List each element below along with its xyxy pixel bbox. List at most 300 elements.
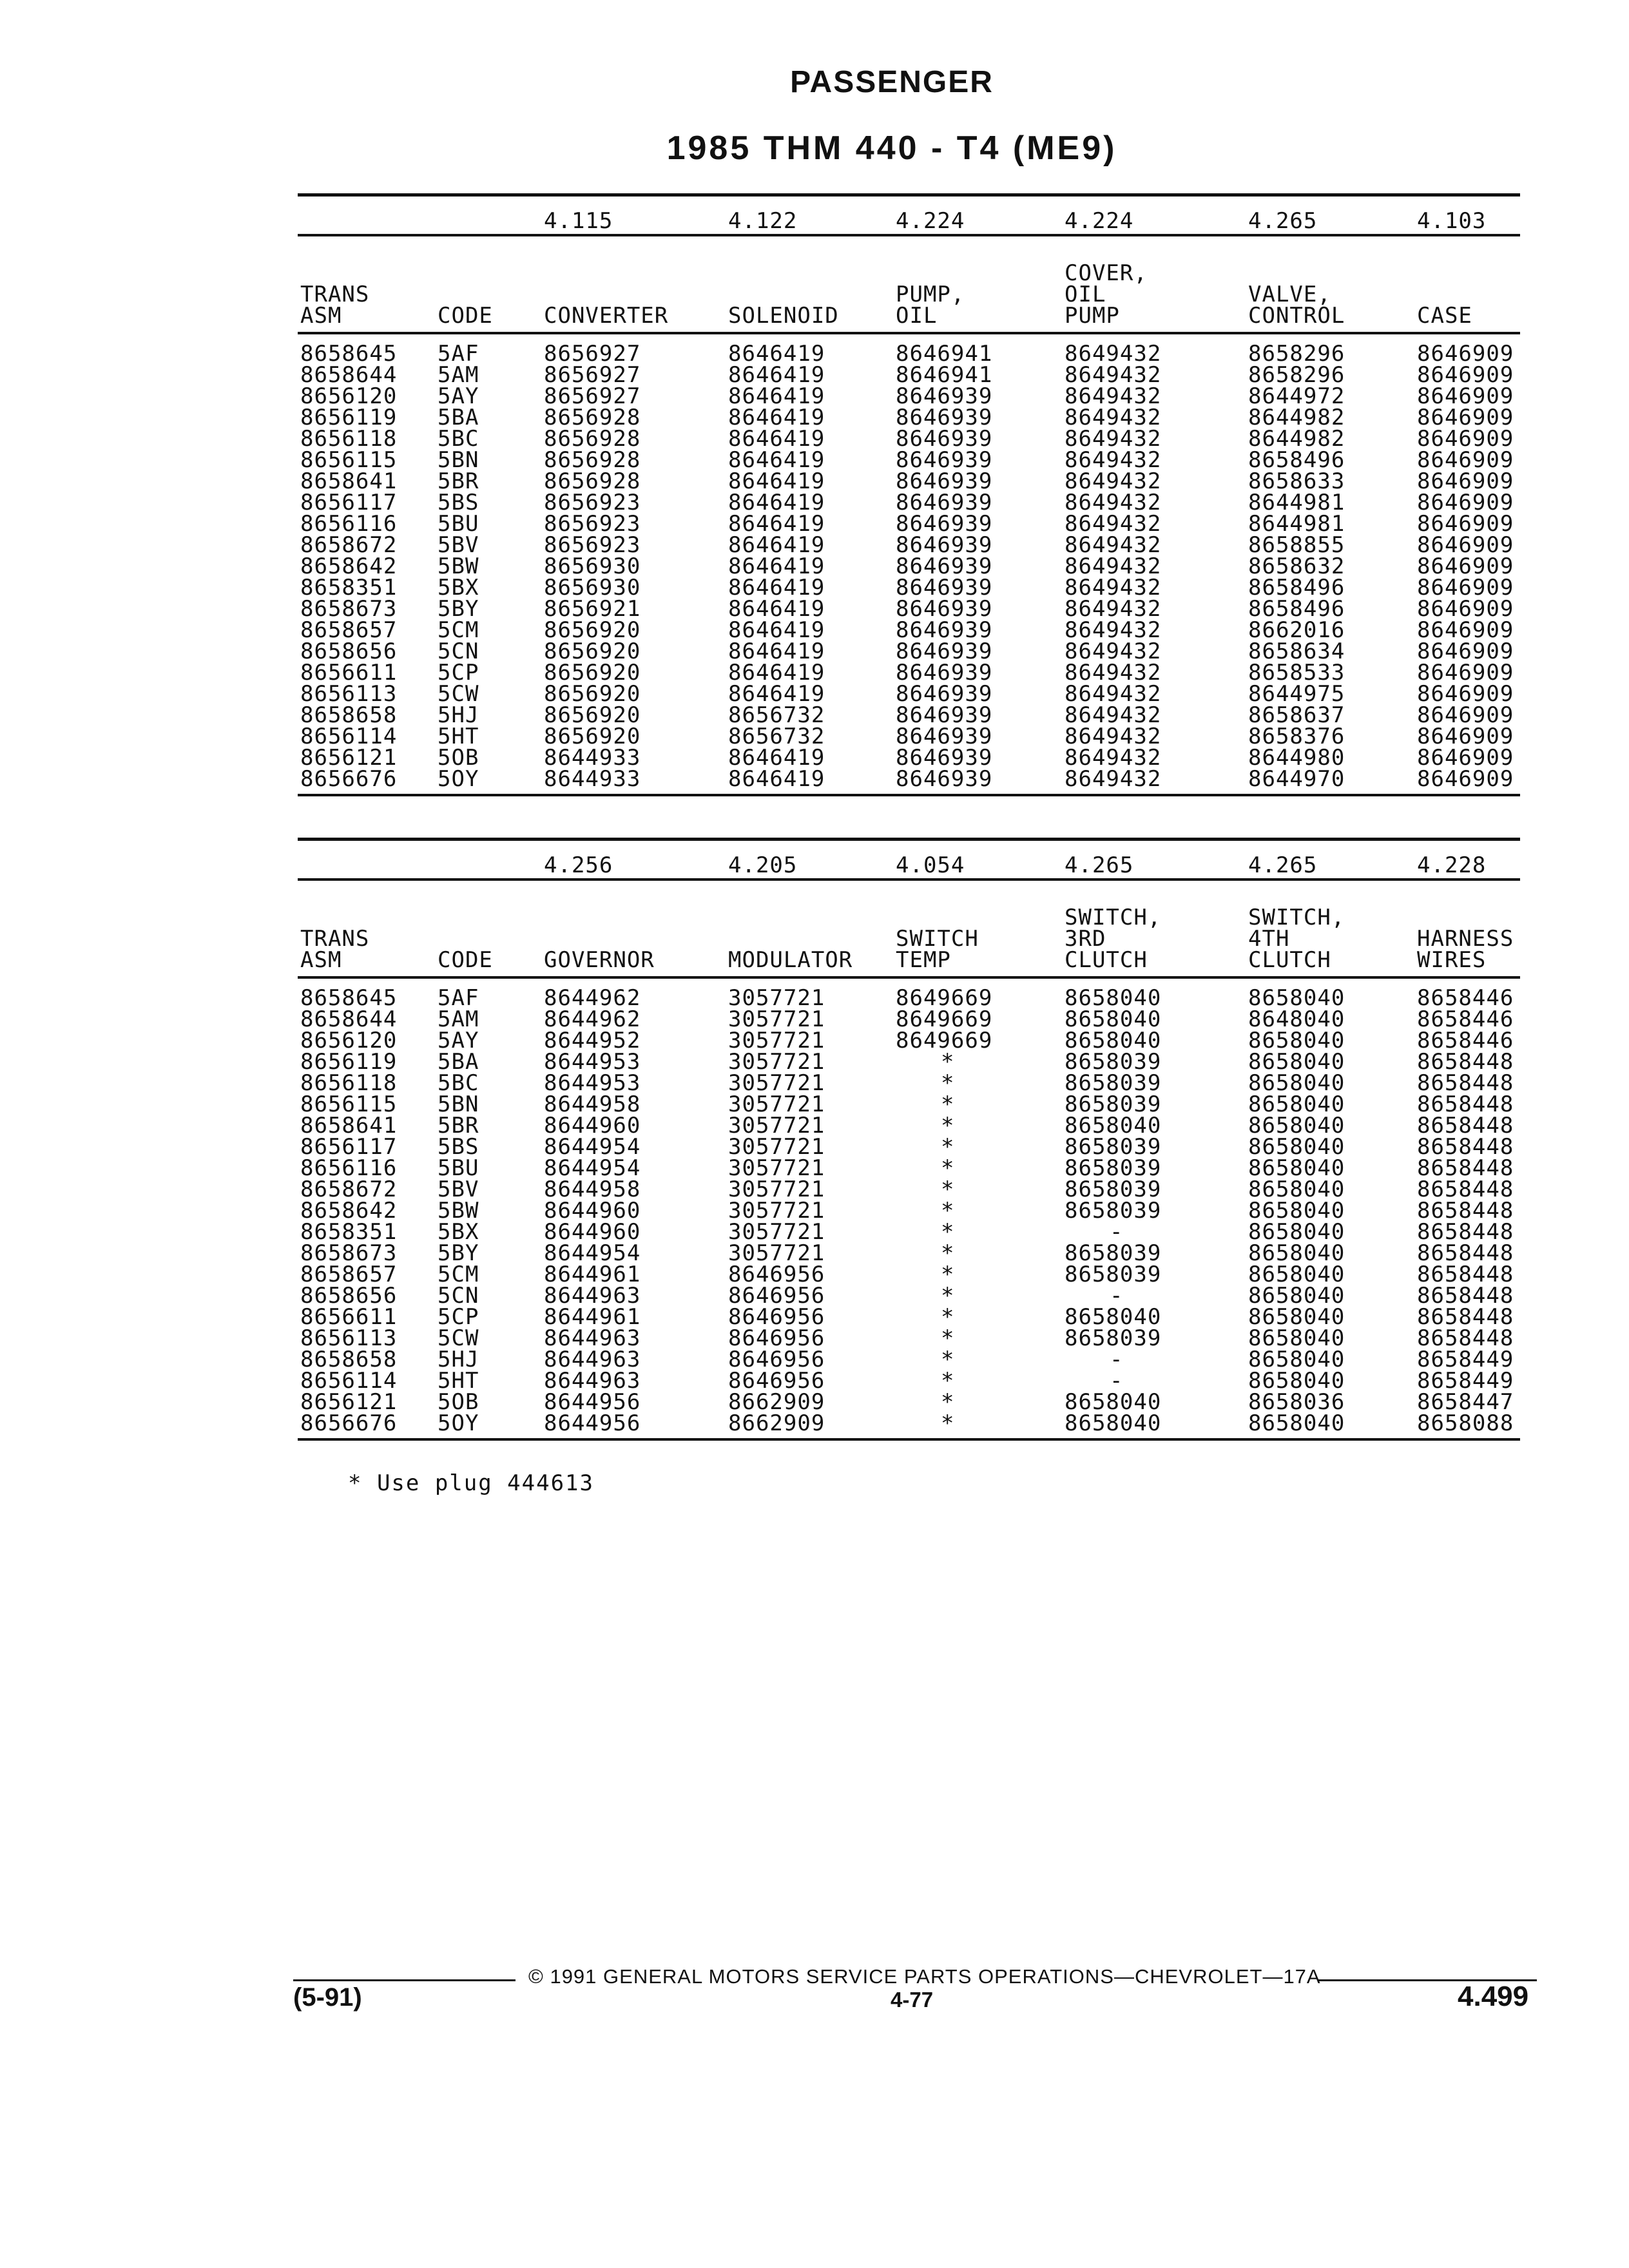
table-cell: 8646939: [896, 724, 993, 749]
table-cell: 8649432: [1065, 617, 1162, 643]
column-header: GOVERNOR: [544, 947, 655, 973]
table-cell: 8646419: [728, 511, 825, 537]
table-cell: 8658448: [1417, 1091, 1514, 1117]
table-cell: 8658040: [1248, 1262, 1345, 1287]
table-cell: 8658447: [1417, 1389, 1514, 1415]
table-cell: 8658040: [1248, 1368, 1345, 1394]
table-cell: 8646941: [896, 341, 993, 367]
table-cell: 8658672: [300, 1177, 398, 1202]
table-header: [298, 881, 1520, 976]
table-cell: 8658642: [300, 1198, 398, 1224]
table-cell: -: [1110, 1283, 1124, 1309]
table-cell: 5BC: [438, 1070, 479, 1096]
table-cell: 8644982: [1248, 405, 1345, 430]
table-cell: 8658641: [300, 468, 398, 494]
table-cell: 8646909: [1417, 575, 1514, 601]
column-header: MODULATOR: [728, 947, 853, 973]
table-cell: 5HJ: [438, 1347, 479, 1372]
table-cell: 8646909: [1417, 681, 1514, 707]
table-cell: *: [941, 1049, 955, 1075]
table-cell: 8646419: [728, 362, 825, 388]
table-cell: 5CM: [438, 1262, 479, 1287]
table-cell: 8644960: [544, 1113, 641, 1139]
table-cell: 8656920: [544, 617, 641, 643]
table-cell: 8658656: [300, 639, 398, 664]
table-cell: 8658040: [1248, 1304, 1345, 1330]
table-cell: 8649432: [1065, 766, 1162, 792]
table-cell: 8656611: [300, 1304, 398, 1330]
table-cell: 5BN: [438, 447, 479, 473]
table-cell: 8658351: [300, 1219, 398, 1245]
table-cell: 8646419: [728, 341, 825, 367]
table-cell: 8646939: [896, 660, 993, 686]
table-cell: 8646909: [1417, 724, 1514, 749]
table-cell: 8658351: [300, 575, 398, 601]
table-cell: 8656920: [544, 681, 641, 707]
table-cell: 8646939: [896, 532, 993, 558]
table-cell: 8658448: [1417, 1134, 1514, 1160]
table-cell: 8656117: [300, 490, 398, 515]
table-cell: 8658446: [1417, 985, 1514, 1011]
table-cell: 8649432: [1065, 405, 1162, 430]
table-cell: 8658040: [1248, 1177, 1345, 1202]
table-cell: 3057721: [728, 985, 825, 1011]
table-cell: 8658040: [1248, 1198, 1345, 1224]
table-cell: 8658448: [1417, 1283, 1514, 1309]
table-cell: 8656927: [544, 362, 641, 388]
table-cell: 8656118: [300, 1070, 398, 1096]
table-cell: 5CN: [438, 1283, 479, 1309]
footer-rule-left: [293, 1979, 516, 1981]
table-cell: 8646909: [1417, 660, 1514, 686]
table-cell: 8646419: [728, 617, 825, 643]
table-cell: 8656114: [300, 1368, 398, 1394]
table-cell: 8658039: [1065, 1070, 1162, 1096]
ref-number: 4.054: [896, 852, 965, 878]
table-cell: 8656923: [544, 490, 641, 515]
table-cell: 8644958: [544, 1177, 641, 1202]
footer-date-code: (5-91): [293, 1983, 362, 2012]
table-cell: 8649432: [1065, 702, 1162, 728]
table-cell: 5BX: [438, 575, 479, 601]
table-cell: 8658446: [1417, 1028, 1514, 1053]
table-cell: 8646419: [728, 405, 825, 430]
table-cell: 8646956: [728, 1325, 825, 1351]
table-cell: 8658039: [1065, 1049, 1162, 1075]
footer-page-number: 4.499: [1458, 1981, 1529, 2012]
table-cell: 3057721: [728, 1240, 825, 1266]
table-cell: 8648040: [1248, 1006, 1345, 1032]
table-cell: 8656930: [544, 553, 641, 579]
table-cell: 8644963: [544, 1325, 641, 1351]
table-cell: 8644953: [544, 1049, 641, 1075]
table-cell: 8646419: [728, 447, 825, 473]
table-cell: 5CN: [438, 639, 479, 664]
table-cell: 8656920: [544, 724, 641, 749]
column-header: TRANS ASM: [300, 282, 370, 329]
table-cell: 8646909: [1417, 766, 1514, 792]
table-cell: 8649432: [1065, 660, 1162, 686]
table-cell: 8646419: [728, 766, 825, 792]
table-cell: 3057721: [728, 1028, 825, 1053]
table-cell: 8656118: [300, 426, 398, 452]
table-cell: 8658448: [1417, 1177, 1514, 1202]
table-cell: 8646939: [896, 766, 993, 792]
table-cell: 8644956: [544, 1389, 641, 1415]
table-cell: 8658039: [1065, 1134, 1162, 1160]
table-cell: 8656928: [544, 468, 641, 494]
table-cell: 8658040: [1248, 985, 1345, 1011]
table-cell: 8649432: [1065, 341, 1162, 367]
table-cell: 8644952: [544, 1028, 641, 1053]
table-cell: 8644961: [544, 1262, 641, 1287]
table-cell: 3057721: [728, 1113, 825, 1139]
table-cell: -: [1110, 1368, 1124, 1394]
table-cell: 5BA: [438, 405, 479, 430]
table-cell: 8646939: [896, 490, 993, 515]
table-cell: 8649669: [896, 985, 993, 1011]
table-cell: 8646939: [896, 596, 993, 622]
table-cell: 8656920: [544, 702, 641, 728]
table-body: [298, 334, 1520, 790]
ref-number: 4.256: [544, 852, 613, 878]
table-cell: 8656920: [544, 660, 641, 686]
table-cell: 8656920: [544, 639, 641, 664]
table-cell: 5BR: [438, 1113, 479, 1139]
table-cell: 8646909: [1417, 617, 1514, 643]
table-cell: 8646939: [896, 745, 993, 771]
column-header: PUMP, OIL: [896, 282, 965, 329]
table-cell: 8656113: [300, 681, 398, 707]
table-cell: *: [941, 1219, 955, 1245]
table-cell: 8658296: [1248, 362, 1345, 388]
table-cell: 8658633: [1248, 468, 1345, 494]
table-cell: 8658496: [1248, 596, 1345, 622]
table-cell: 8658448: [1417, 1155, 1514, 1181]
column-header: SWITCH TEMP: [896, 926, 979, 973]
table-cell: 8644970: [1248, 766, 1345, 792]
table-cell: 5BX: [438, 1219, 479, 1245]
table-cell: 8644972: [1248, 383, 1345, 409]
table-cell: 8662909: [728, 1389, 825, 1415]
table-body: [298, 979, 1520, 1434]
table-cell: 5OB: [438, 1389, 479, 1415]
table-cell: 8658040: [1065, 1389, 1162, 1415]
table-cell: 8656114: [300, 724, 398, 749]
table-cell: 8646419: [728, 575, 825, 601]
table-cell: 5CW: [438, 681, 479, 707]
table-cell: 8658040: [1065, 985, 1162, 1011]
table-cell: 8649432: [1065, 553, 1162, 579]
table-cell: 8646939: [896, 383, 993, 409]
table-cell: 8658657: [300, 617, 398, 643]
table-cell: 8656120: [300, 1028, 398, 1053]
table-cell: 8658039: [1065, 1155, 1162, 1181]
table-cell: 5AY: [438, 383, 479, 409]
table-cell: 8658449: [1417, 1347, 1514, 1372]
table-cell: 8646939: [896, 447, 993, 473]
ref-number: 4.224: [1065, 208, 1134, 234]
table-cell: 8662016: [1248, 617, 1345, 643]
table-cell: 8658039: [1065, 1198, 1162, 1224]
table-cell: 8656611: [300, 660, 398, 686]
table-cell: *: [941, 1070, 955, 1096]
table-cell: 8649432: [1065, 575, 1162, 601]
table-cell: 8658644: [300, 1006, 398, 1032]
table-cell: 8658040: [1248, 1134, 1345, 1160]
table-cell: 8656921: [544, 596, 641, 622]
table-cell: 8646909: [1417, 341, 1514, 367]
table-cell: 8646956: [728, 1283, 825, 1309]
table-cell: 8644954: [544, 1134, 641, 1160]
table-cell: 8658088: [1417, 1410, 1514, 1436]
table-cell: 8646419: [728, 532, 825, 558]
column-header: COVER, OIL PUMP: [1065, 260, 1148, 329]
table-cell: 8644962: [544, 1006, 641, 1032]
table-cell: 8656927: [544, 341, 641, 367]
table-cell: 8649432: [1065, 745, 1162, 771]
table-cell: 8646909: [1417, 468, 1514, 494]
table-cell: 8658040: [1248, 1155, 1345, 1181]
table-cell: 8658673: [300, 596, 398, 622]
table-cell: 8646419: [728, 468, 825, 494]
table-cell: 8658634: [1248, 639, 1345, 664]
table-cell: 8646909: [1417, 553, 1514, 579]
table-cell: 8658533: [1248, 660, 1345, 686]
table-cell: 8644982: [1248, 426, 1345, 452]
table-cell: 8646419: [728, 745, 825, 771]
table-cell: 8658040: [1248, 1028, 1345, 1053]
table-cell: 5AF: [438, 985, 479, 1011]
table-cell: 8658448: [1417, 1240, 1514, 1266]
table-cell: 8658449: [1417, 1368, 1514, 1394]
table-cell: 5BY: [438, 1240, 479, 1266]
table-cell: 8649432: [1065, 724, 1162, 749]
footnote: * Use plug 444613: [348, 1470, 594, 1496]
table-cell: 8656923: [544, 532, 641, 558]
table-cell: 8649669: [896, 1028, 993, 1053]
table-cell: 8644981: [1248, 511, 1345, 537]
table-cell: 8656121: [300, 1389, 398, 1415]
table-cell: 3057721: [728, 1134, 825, 1160]
table-cell: 3057721: [728, 1198, 825, 1224]
table-cell: 8658658: [300, 1347, 398, 1372]
ref-number: 4.265: [1248, 208, 1318, 234]
table-cell: 8644956: [544, 1410, 641, 1436]
table-cell: 5HT: [438, 724, 479, 749]
table-cell: 8658039: [1065, 1177, 1162, 1202]
table-cell: 8658039: [1065, 1325, 1162, 1351]
page-subheading: 1985 THM 440 - T4 (ME9): [666, 130, 1117, 167]
table-cell: 8658039: [1065, 1091, 1162, 1117]
table-cell: 8646909: [1417, 639, 1514, 664]
table-cell: 8658645: [300, 341, 398, 367]
table-cell: 8658040: [1248, 1347, 1345, 1372]
column-header: SWITCH, 3RD CLUTCH: [1065, 905, 1162, 973]
table-cell: 8656928: [544, 426, 641, 452]
table-cell: 8644933: [544, 745, 641, 771]
table-cell: 8649432: [1065, 426, 1162, 452]
table-cell: 8658040: [1248, 1325, 1345, 1351]
table-cell: *: [941, 1240, 955, 1266]
table-cell: 5BV: [438, 532, 479, 558]
table-cell: 5BU: [438, 511, 479, 537]
table-cell: 8646956: [728, 1262, 825, 1287]
table-cell: *: [941, 1304, 955, 1330]
table-cell: 8646909: [1417, 405, 1514, 430]
footer-center-page: 4-77: [891, 1988, 934, 2012]
table-cell: 5AM: [438, 1006, 479, 1032]
ref-number: 4.265: [1248, 852, 1318, 878]
table-cell: -: [1110, 1347, 1124, 1372]
table-cell: 5CM: [438, 617, 479, 643]
table-cell: 8658673: [300, 1240, 398, 1266]
table-cell: 8658448: [1417, 1113, 1514, 1139]
table-cell: 5BW: [438, 1198, 479, 1224]
ref-number: 4.122: [728, 208, 798, 234]
table-cell: 8649432: [1065, 681, 1162, 707]
table-cell: 8649432: [1065, 468, 1162, 494]
table-cell: 8646909: [1417, 511, 1514, 537]
table-cell: 5BC: [438, 426, 479, 452]
table-cell: 8644980: [1248, 745, 1345, 771]
table-cell: 8656119: [300, 405, 398, 430]
table-cell: 8658656: [300, 1283, 398, 1309]
table-cell: 5AM: [438, 362, 479, 388]
table-cell: 8658448: [1417, 1262, 1514, 1287]
column-header: VALVE, CONTROL: [1248, 282, 1345, 329]
parts-table-2: [298, 838, 1520, 1441]
table-cell: 8658040: [1248, 1113, 1345, 1139]
table-cell: 8646909: [1417, 532, 1514, 558]
table-cell: 8646419: [728, 681, 825, 707]
table-cell: 8646419: [728, 596, 825, 622]
table-cell: 8644962: [544, 985, 641, 1011]
table-cell: 8646909: [1417, 383, 1514, 409]
table-cell: 5BU: [438, 1155, 479, 1181]
table-cell: 8646419: [728, 383, 825, 409]
table-cell: 8649432: [1065, 511, 1162, 537]
table-cell: 8658040: [1065, 1113, 1162, 1139]
table-header: [298, 236, 1520, 332]
table-cell: 8644960: [544, 1198, 641, 1224]
table-cell: 5HJ: [438, 702, 479, 728]
table-cell: 8658376: [1248, 724, 1345, 749]
table-cell: 8646419: [728, 639, 825, 664]
table-cell: 5BW: [438, 553, 479, 579]
ref-number-row: [298, 841, 1520, 878]
table-cell: 8658642: [300, 553, 398, 579]
table-cell: 5CW: [438, 1325, 479, 1351]
table-cell: 8658040: [1248, 1410, 1345, 1436]
table-cell: 8656119: [300, 1049, 398, 1075]
table-cell: 8658040: [1248, 1049, 1345, 1075]
table-cell: 8656928: [544, 447, 641, 473]
table-cell: 8644953: [544, 1070, 641, 1096]
table-cell: 8656116: [300, 1155, 398, 1181]
table-row: [298, 766, 1520, 792]
table-cell: 8656676: [300, 766, 398, 792]
table-cell: 8646939: [896, 511, 993, 537]
table-cell: *: [941, 1091, 955, 1117]
table-cell: 8656732: [728, 724, 825, 749]
table-cell: 8646909: [1417, 490, 1514, 515]
table-cell: 8644958: [544, 1091, 641, 1117]
table-cell: 8646939: [896, 639, 993, 664]
table-cell: 8649432: [1065, 383, 1162, 409]
table-cell: 8658040: [1248, 1219, 1345, 1245]
table-cell: 8646941: [896, 362, 993, 388]
table-cell: 8649432: [1065, 362, 1162, 388]
table-cell: 8656732: [728, 702, 825, 728]
table-cell: 8644961: [544, 1304, 641, 1330]
table-cell: 8646939: [896, 617, 993, 643]
table-cell: 8656120: [300, 383, 398, 409]
table-cell: 8646909: [1417, 426, 1514, 452]
table-cell: 3057721: [728, 1006, 825, 1032]
table-cell: 8662909: [728, 1410, 825, 1436]
table-cell: 5CP: [438, 660, 479, 686]
column-header: TRANS ASM: [300, 926, 370, 973]
table-cell: *: [941, 1198, 955, 1224]
column-header: CASE: [1417, 303, 1472, 329]
table-cell: 5BS: [438, 490, 479, 515]
table-cell: 8658657: [300, 1262, 398, 1287]
table-cell: *: [941, 1177, 955, 1202]
page-heading: PASSENGER: [790, 65, 994, 99]
table-cell: 8656121: [300, 745, 398, 771]
table-cell: 8658658: [300, 702, 398, 728]
table-cell: 8646939: [896, 575, 993, 601]
table-row: [298, 1410, 1520, 1436]
table-cell: 5BY: [438, 596, 479, 622]
table-cell: 8646939: [896, 468, 993, 494]
table-cell: 8656115: [300, 1091, 398, 1117]
table-cell: 8658040: [1065, 1410, 1162, 1436]
table-cell: 8658040: [1248, 1070, 1345, 1096]
table-cell: *: [941, 1113, 955, 1139]
column-header: HARNESS WIRES: [1417, 926, 1514, 973]
table-cell: 8656117: [300, 1134, 398, 1160]
column-header: SOLENOID: [728, 303, 839, 329]
table-cell: 8649432: [1065, 490, 1162, 515]
footer-copyright: © 1991 GENERAL MOTORS SERVICE PARTS OPERATIONS—CHEVROLET—17A: [528, 1965, 1321, 1988]
table-cell: 5BR: [438, 468, 479, 494]
table-cell: 8646956: [728, 1347, 825, 1372]
table-cell: 8658496: [1248, 447, 1345, 473]
table-cell: *: [941, 1347, 955, 1372]
table-cell: 5BN: [438, 1091, 479, 1117]
table-cell: 8656676: [300, 1410, 398, 1436]
table-cell: 8658446: [1417, 1006, 1514, 1032]
table-cell: 8658040: [1065, 1304, 1162, 1330]
table-cell: 8656115: [300, 447, 398, 473]
table-cell: 5CP: [438, 1304, 479, 1330]
table-cell: 8646909: [1417, 447, 1514, 473]
table-bottom-rule: [298, 794, 1520, 796]
parts-table-1: [298, 193, 1520, 796]
table-cell: *: [941, 1368, 955, 1394]
table-cell: 8649669: [896, 1006, 993, 1032]
table-cell: 8658040: [1065, 1006, 1162, 1032]
table-cell: 8658039: [1065, 1262, 1162, 1287]
table-cell: 8658040: [1248, 1283, 1345, 1309]
table-cell: 8644963: [544, 1368, 641, 1394]
table-cell: 8644981: [1248, 490, 1345, 515]
table-cell: 8644975: [1248, 681, 1345, 707]
table-cell: 8646419: [728, 426, 825, 452]
table-cell: 8646939: [896, 681, 993, 707]
